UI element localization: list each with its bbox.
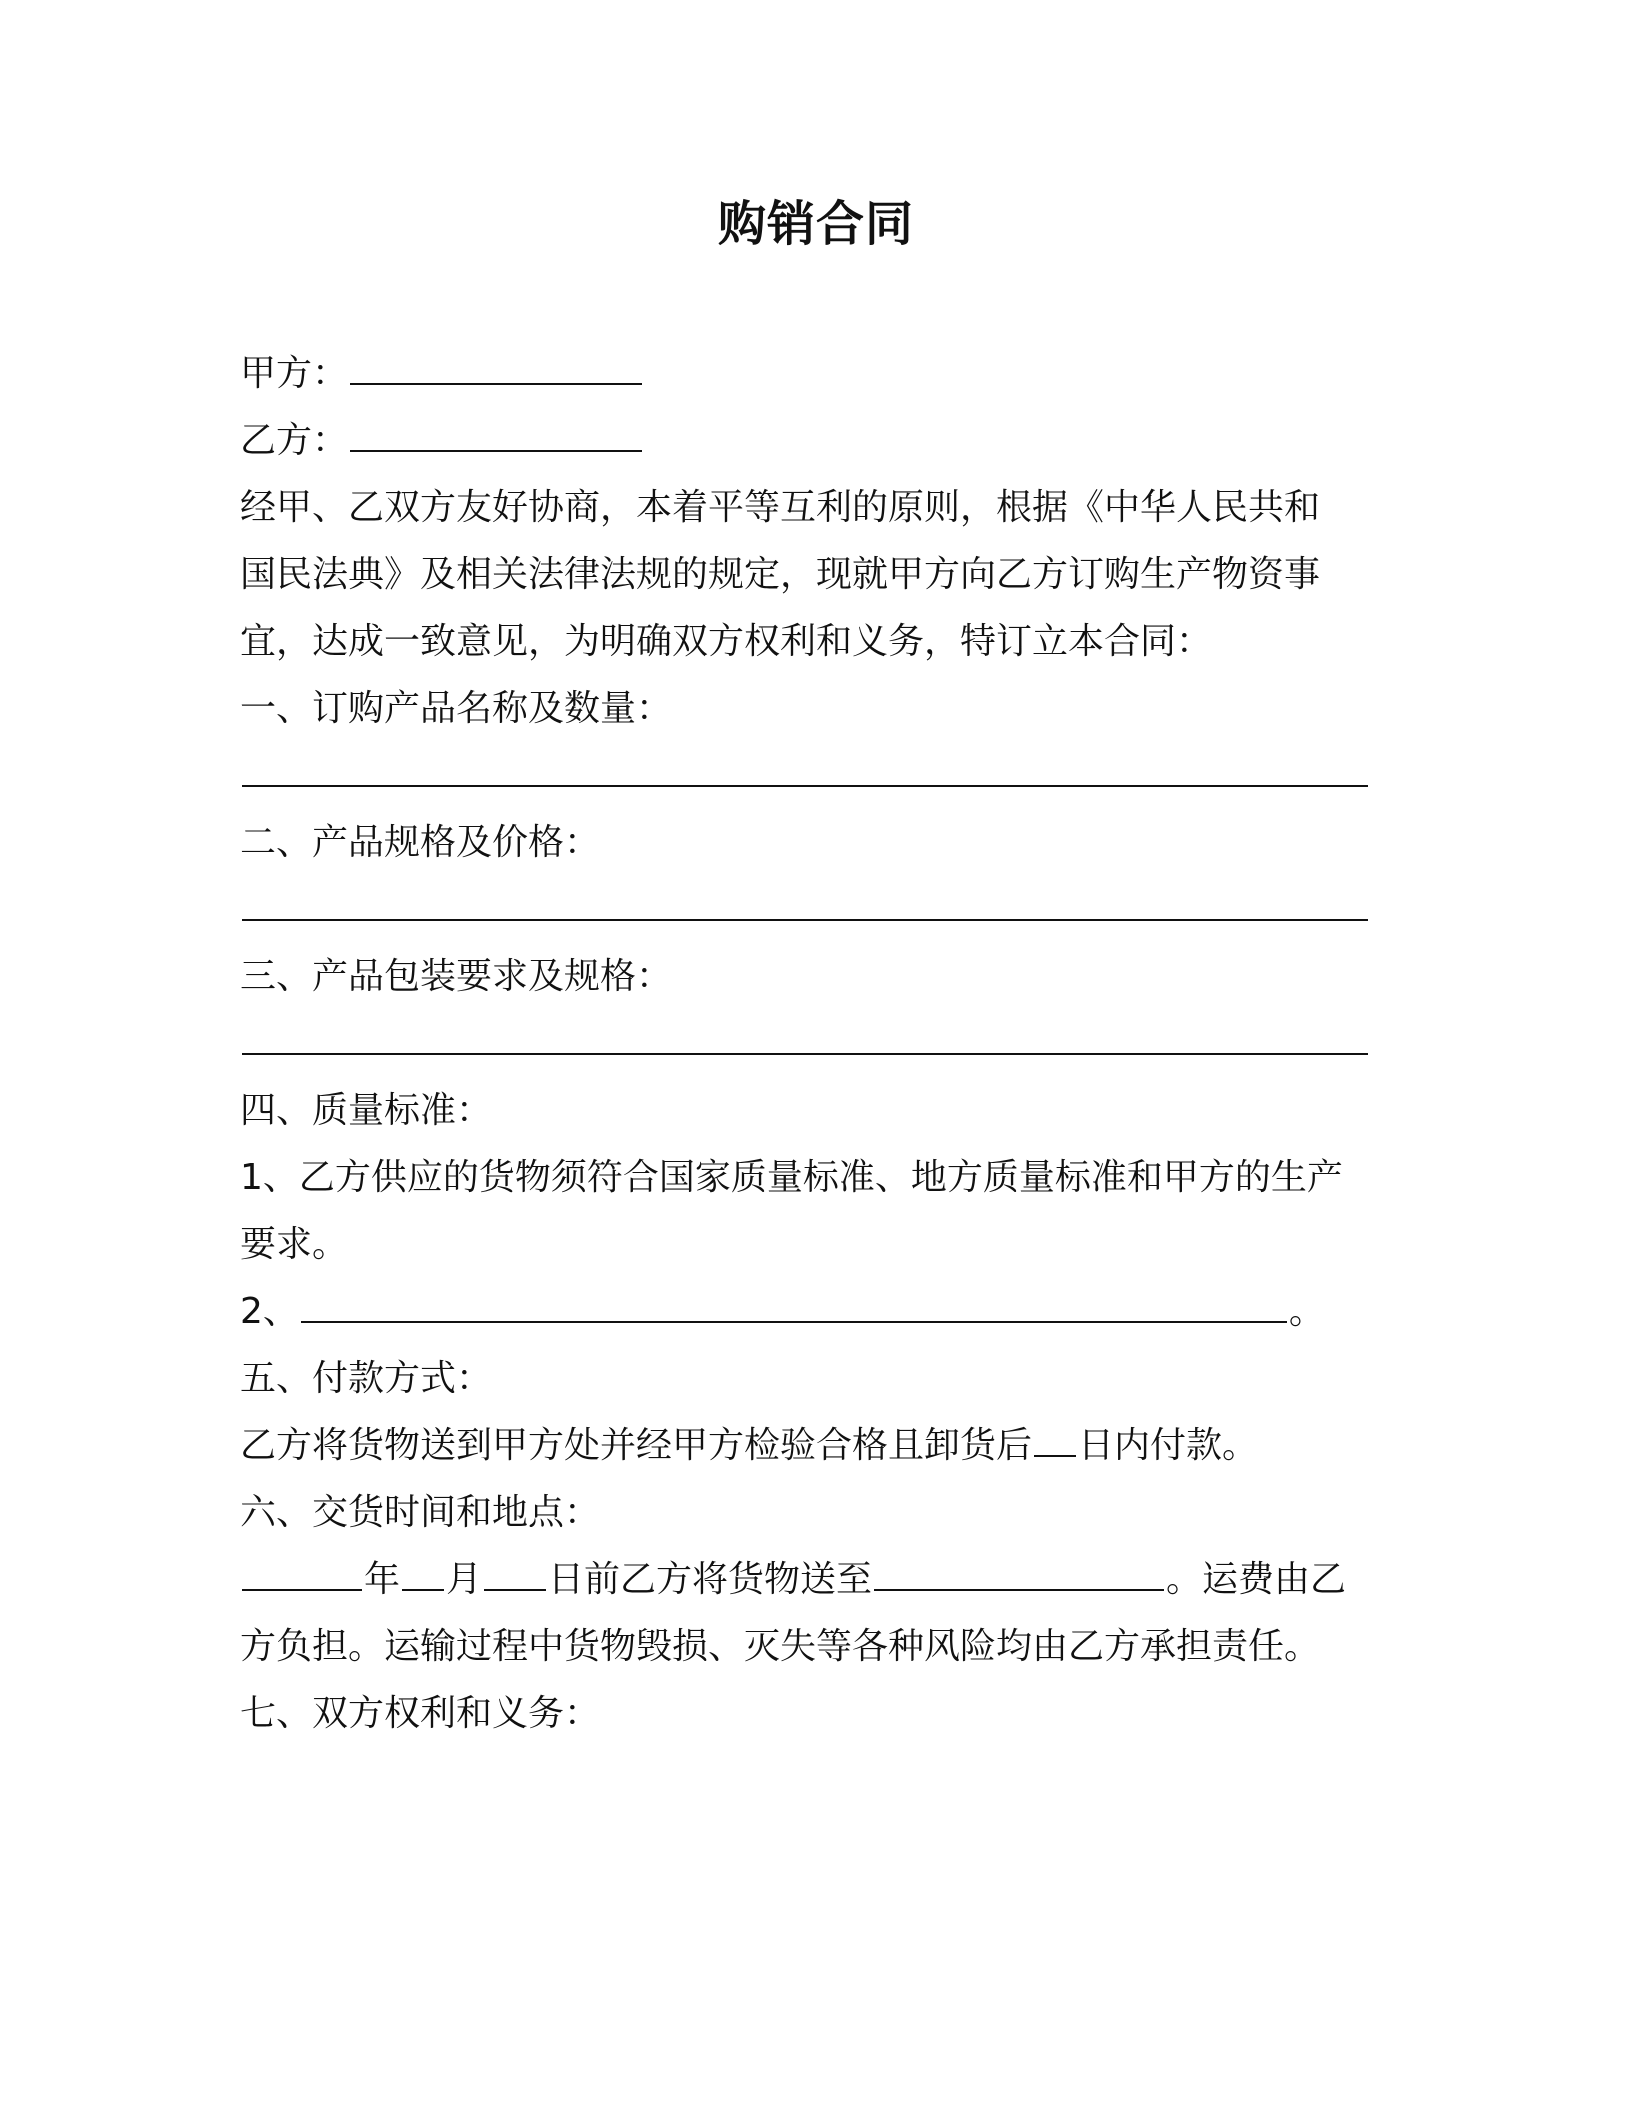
payment-days-blank <box>1034 1419 1076 1457</box>
section-1-heading: 一、订购产品名称及数量： <box>240 688 673 729</box>
party-b-label: 乙方： <box>240 420 349 461</box>
section-7-heading: 七、双方权利和义务： <box>240 1693 601 1734</box>
section-4-item-1-line-2: 要求。 <box>240 1224 349 1265</box>
delivery-month-blank <box>402 1553 444 1591</box>
section-4-item-2-suffix: 。 <box>1288 1291 1325 1332</box>
party-b-line <box>240 407 1380 474</box>
section-1-blank-line <box>240 742 1380 809</box>
intro-line-1: 经甲、乙双方友好协商，本着平等互利的原则，根据《中华人民共和 <box>240 487 1321 528</box>
section-3-heading: 三、产品包装要求及规格： <box>240 956 673 997</box>
section-2-blank <box>242 883 1368 921</box>
intro-line-2: 国民法典》及相关法律法规的规定，现就甲方向乙方订购生产物资事 <box>240 554 1321 595</box>
party-a-line <box>240 340 1380 407</box>
month-label: 月 <box>446 1559 483 1600</box>
section-5-text-before: 乙方将货物送到甲方处并经甲方检验合格且卸货后 <box>240 1425 1033 1466</box>
year-label: 年 <box>364 1559 401 1600</box>
section-2-blank-line <box>240 876 1380 943</box>
section-2-heading: 二、产品规格及价格： <box>240 822 601 863</box>
page-title: 购销合同 <box>717 196 914 252</box>
section-5-heading: 五、付款方式： <box>240 1358 493 1399</box>
party-a-blank <box>350 347 642 385</box>
delivery-year-blank <box>242 1553 362 1591</box>
contract-body <box>240 340 1380 1747</box>
section-6-heading: 六、交货时间和地点： <box>240 1492 601 1533</box>
section-5-text <box>240 1412 1380 1479</box>
delivery-day-blank <box>484 1553 546 1591</box>
delivery-place-blank <box>874 1553 1164 1591</box>
section-4-item-2-prefix: 2、 <box>240 1291 299 1332</box>
section-6-line-1 <box>240 1546 1380 1613</box>
intro-line-3: 宜，达成一致意见，为明确双方权利和义务，特订立本合同： <box>240 621 1213 662</box>
section-3-blank-line <box>240 1010 1380 1077</box>
freight-text: 。运费由乙 <box>1166 1559 1347 1600</box>
party-b-blank <box>350 414 642 452</box>
party-a-label: 甲方： <box>240 353 349 394</box>
section-1-blank <box>242 749 1368 787</box>
section-4-item-2-blank <box>301 1285 1287 1323</box>
section-5-text-after: 日内付款。 <box>1078 1425 1259 1466</box>
section-3-blank <box>242 1017 1368 1055</box>
section-6-line-2: 方负担。运输过程中货物毁损、灭失等各种风险均由乙方承担责任。 <box>240 1626 1321 1667</box>
section-4-item-1-line-1: 1、乙方供应的货物须符合国家质量标准、地方质量标准和甲方的生产 <box>240 1157 1343 1198</box>
section-4-heading: 四、质量标准： <box>240 1090 493 1131</box>
section-4-item-2 <box>240 1278 1380 1345</box>
day-text: 日前乙方将货物送至 <box>548 1559 873 1600</box>
